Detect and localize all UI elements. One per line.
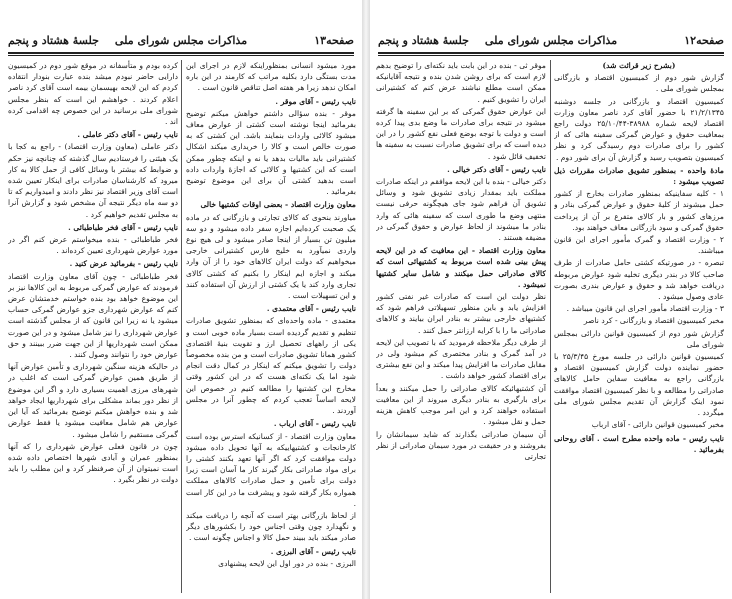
speaker-heading: نایب رئیس - بفرمائید عرض کنید . (69, 259, 178, 269)
paragraph: ۲ - وزارت اقتصاد و گمرک مأمور اجرای این قانون میباشند. (554, 235, 724, 256)
left-page-title: مذاکرات مجلس شورای ملی (114, 34, 248, 47)
left-header-rule (8, 52, 354, 54)
paragraph: کمیسیون اقتصاد و بازرگانی در جلسه دوشنبه ۲۱/۲/۱۳۴۵ با حضور آقای کرد ناصر معاون وزارت اقتصاد لایحه شماره ۳۸۹۸۸-۲۵/۱۰/۴۴ دولت راجع بمعافیت حقوق و عوارض گمرکی سفینه هائی که از کشور را برای صادرات دوم رسیدگی کرد و نظر کمیسیون بتصویب رسید و گزارش آن برای شور دوم . (554, 96, 724, 162)
paragraph: مخبر کمیسیون قوانین دارائی - آقای ارباب (591, 420, 724, 430)
paragraph: دکتر عاملی (معاون وزارت اقتصاد) - راجع به کجا با یک هیئتی را فرستادیم سال گذشته که چنانچه نیز حکم و ضوابط که بیشتر با وسائل کافی از حمل کالا به کار میرود که کارشناسان صادرات برای اینکار تعیین شده است آقای وزیر اقتصاد نیز نظر دادند و امیدواریم که تا دو سه ماه دیگر نتیجه آن مشخص شود و گزارش آنرا به مجلس تقدیم خواهیم کرد . (8, 142, 178, 219)
speaker-heading: نایب رئیس - آقای فخر طباطبائی . (68, 222, 178, 232)
left-page-column-left (8, 60, 178, 595)
paragraph: فخر طباطبائی - چون آقای معاون وزارت اقتصاد فرمودند که عوارض گمرکی مربوط به این کالاها نیز بر این موضوع خواهد بود بنده خواستم خدمتشان عرض کنم که عوارض شهرداری جزو عوارض گمرکی حساب میشود یا نه زیرا این قانون که از مجلس گذشته است عوارض شهرداری را نیز شامل میشود و در این صورت ممکن است شهرداریها از این جهت ضرر ببینند و حق عوارض خود را نتوانند وصول کنند . (8, 271, 178, 360)
paragraph: چون در قانون فعلی عوارض شهرداری را که آنها بمنظور عمران و آبادی شهرها اختصاص داده شده است نمیتوان از آن صرفنظر کرد و این مطلب را باید دولت در نظر بگیرد . (8, 441, 178, 485)
paragraph: آن سیمان صادراتی بگذارند که شاید سیمانشان را بفروشند و در حقیقت در مورد سیمان صادراتی از نظر تجارتی (376, 429, 546, 461)
speaker-heading: نایب رئیس - آقای دکتر خیالی . (447, 164, 546, 174)
paragraph: نظر دولت این است که صادرات غیر نفتی کشور افزایش یابد و باین منظور تسهیلاتی فراهم شود که کشتیهای خارجی بیشتر به بنادر ایران بیایند و کالاهای صادراتی ما را با کرایه ارزانتر حمل کنند . (376, 292, 546, 335)
paragraph: کمیسیون قوانین دارائی در جلسه مورخ ۲۵/۳/۴۵ با حضور نماینده دولت گزارش کمیسیون اقتصاد و بازرگانی راجع به معافیت سفاین حامل کالاهای صادراتی را مطالعه و با نظر کمیسیون اقتصاد موافقت نمود اینک گزارش آن تقدیم مجلس شورای ملی میگردد . (554, 352, 724, 418)
paragraph: موقر - بنده سؤالی داشتم خواهش میکنم توضیح بفرمائید اینجا نوشته است کشتی از عوارض معاف میشود کالائی واردات بنمایند باشد. این کشتی که به صورت خالص است و کالا را خریداری میکند اشکال کشتیرانی باید مالیات بدهد یا نه و اینکه چطور ممکن است که این کشتیها و کالائی که اجازهٔ واردات داده است بدهید کشتی آن برای این موضوع توضیح بفرمائید . (186, 108, 356, 197)
paragraph: از طرف دیگر ملاحظه فرمودید که با تصویب این لایحه در آمد گمرک و بنادر مختصری کم میشود ولی در مقابل صادرات ما افزایش پیدا میکند و این نفع بیشتری برای اقتصاد کشور خواهد داشت . (376, 337, 546, 381)
paragraph: (بشرح زیر قرائت شد) (602, 61, 676, 70)
paragraph: از لحاظ بازرگانی بهتر است که آنچه را دریافت میکند و نگهدارد چون وقتی اجناس خود را بکشورهای دیگر صادر میکند باید ببیند حمل کالا و اجناس چگونه است . (186, 510, 356, 543)
speaker-heading: نایب رئیس - ماده واحده مطرح است . آقای روحانی بفرمائید . (554, 433, 724, 454)
left-page (0, 0, 362, 599)
speaker-heading: نایب رئیس - آقای موقر . (275, 96, 356, 106)
right-page-column-left (376, 60, 546, 595)
paragraph: موقر ثی - بنده در این بابت باید نکته‌ای را توضیح بدهم لازم است که برای روشن شدن بنده و نتیجه آقایانیکه ممکن است مطلع نباشند عرض کنم که کشتیرانی ایران را تشویق کنیم . (376, 61, 546, 104)
speaker-heading: نایب رئیس - آقای دکتر عاملی . (77, 130, 178, 140)
speaker-heading: نایب رئیس - آقای معتمدی . (266, 304, 356, 314)
right-page-session: جلسهٔ هشتاد و پنجم (378, 34, 469, 47)
paragraph: ۳ - وزارت اقتصاد مأمور اجرای این قانون میباشد . (566, 304, 724, 314)
paragraph: کرده بودم و متأسفانه در موقع شور دوم در کمیسیون دارایی حاضر نبودم میشد بنده عبارت بنودار انتقاده کردم که این لایحه بهیسمان بیمه است آقای کرد ناصر اعلام کردند . خواهشم این است که بنظر مجلس شورای ملی برسانید در این خصوص چه اقدامی کرده اند . (8, 61, 178, 127)
speaker-heading: نایب رئیس - آقای البرزی . (270, 546, 356, 556)
left-page-header (8, 34, 354, 52)
left-page-column-right (186, 60, 356, 595)
left-column-divider (181, 60, 182, 593)
paragraph: مخبر کمیسیون اقتصاد و بازرگانی - کرد ناصر (583, 316, 724, 326)
paragraph: مورد میشود انسانی بمنظوراینکه لازم در اجرای این مدت بستگی دارد بکلیه مراتب که کارمند در این باره امکان ندهد زیرا هر هفته اصل تناقص قانون است . (186, 61, 356, 93)
paragraph: تبصره - در صورتیکه کشتی حامل صادرات از طرف صاحب کالا در بندر دیگری تخلیه شود عوارض مربوطه دریافت خواهد شد و حقوق و عوارض بندری بصورت عادی وصول میشود . (554, 258, 724, 302)
paragraph: فخر طباطبائی - بنده میخواستم عرض کنم اگر در مورد عوارض شهرداری تعیین کرده‌اند . (8, 235, 178, 256)
paragraph: ۱ - کلیه سفاینیکه بمنظور صادرات بخارج از کشور حمل میشوند از کلیهٔ حقوق و عوارض گمرکی بنادر و مرزهای کشور و بار کالای متفرع بر آن از پرداخت حقوق گمرکی و سود بازرگانی معاف خواهند بود. (554, 189, 724, 232)
paragraph: البرزی - بنده در دور اول این لایحه پیشنهادی (218, 558, 356, 568)
right-page-number: صفحه۱۲ (684, 34, 724, 47)
speaker-heading: مادهٔ واحده - بمنظور تشویق صادرات مقررات ذیل تصویب میشود : (554, 165, 724, 187)
right-header-rule (378, 52, 724, 54)
right-page-header (378, 34, 724, 52)
right-page (370, 0, 732, 599)
speaker-heading: معاون وزارت اقتصاد - بعضی اوقات کشتیها خالی (200, 200, 356, 210)
left-page-number: صفحه۱۳ (314, 34, 354, 47)
paragraph: این عوارض حقوق گمرکی که بر این سفینه ها گرفته میشود در نتیجه برای صادرات ما وضع بدی پیدا کرده است و دولت با توجه بوضع فعلی نفع کشور را در این دیده است که برای تشویق صادرات نسبت به سفینه ها تخفیف قائل شود . (376, 106, 546, 161)
paragraph: گزارش شور دوم از کمیسیون قوانین دارائی بمجلس شورای ملی (554, 328, 724, 349)
right-page-column-right (554, 60, 724, 595)
paragraph: معتمدی - ماده واحده‌ای که بمنظور تشویق صادرات تنظیم و تقدیم گردیده است بسیار ماده خوبی است و یکی از راههای تحصیل ارز و تقویت بنیهٔ اقتصادی کشور همانا تشویق صادرات است و من بنده مخصوصاً دولت را تشویق میکنم که اینکار در کمال دقت انجام شود اما یک نکته‌ای هست که در این کشور وقتی مخارج این کشتیها را مطالعه کنیم در خصوص این لایحه اساساً تعجب کردم که چطور آنرا در مجلس آوردند . (186, 316, 356, 416)
right-header-rule-thin (378, 55, 724, 56)
paragraph: در حالیکه هزینه سنگین شهرداری و تأمین عوارض آنها از طریق همین عوارض گمرکی است که اغلب در شهرهای مرزی اهمیت بسیاری دارد و اگر این موضوع از نظر دور بماند مشکلی برای شهرداریها ایجاد خواهد شد و بنده خواهش میکنم توضیح بفرمائید که آیا این عوارض هم شامل معافیت میشود یا فقط عوارض گمرکی مستقیم را شامل میشود . (8, 362, 178, 439)
right-column-divider (550, 60, 551, 593)
paragraph: آن کشتیهائیکه کالای صادراتی را حمل میکنند و بعداً برای بارگیری به بنادر دیگری میروند از این معافیت استفاده خواهند کرد و این امر موجب کاهش هزینه حمل و نقل میشود . (376, 383, 546, 427)
right-page-title: مذاکرات مجلس شورای ملی (484, 34, 618, 47)
paragraph: معاون وزارت اقتصاد - از کسانیکه استرس بوده است کارخانجات و کشتیهاییکه به آنها تحویل داده میشود دولت موافقت کرد که اگر آنها تعهد بکنند کشتی را برای مواد صادراتی بکار گیرند کار ما آسان است زیرا دولت برای تأمین و حمل صادرات کالاهای مملکت همواره بکار گرفته شود و پیشرفت ما در این کار است . (186, 431, 356, 508)
left-header-rule-thin (8, 55, 354, 56)
speaker-heading: معاون وزارت اقتصاد - این معافیت که در این لایحه پیش بینی شده است مربوط به کشتیهائی است که کالای صادراتی حمل میکنند و شامل سایر کشتیها نمیشود . (376, 246, 546, 289)
paragraph: گزارش شور دوم از کمیسیون اقتصاد و بازرگانی بمجلس شورای ملی . (554, 73, 724, 94)
paragraph: دکتر خیالی - بنده با این لایحه موافقم در اینکه صادرات مملکت باید بمقدار زیادی تشویق شود و وسائل تشویق آن فراهم شود جای هیچگونه حرفی نیست منتهی وضع ما طوری است که سفینه هائی که وارد بنادر ما میشوند از لحاظ عوارض و حقوق گمرکی در مضیقه هستند . (376, 177, 546, 243)
left-page-session: جلسهٔ هشتاد و پنجم (8, 34, 99, 47)
paragraph: میاورند بنحوی که کالای تجارتی و بازرگانی که در ماده یک صحبت کرده‌ایم اجازه سفر داده میشود و دو سه میلیون تن بسیار از اینجا صادر میشود و لی هیچ نوع واردی نمیآورد به خلیج فارس کشتیرانی خارجی میخواهیم که دولت ایران کالاهای خود را از آن وارد میکند و اجازه ایم اینکار را بکنیم که کشتی کالای تجاری وارد کند یا یک کشتی از ارزش آن استفاده کنند و این تسهیلات است . (186, 212, 356, 301)
book-gutter (362, 0, 370, 599)
speaker-heading: نایب رئیس - آقای ارباب . (273, 419, 356, 429)
